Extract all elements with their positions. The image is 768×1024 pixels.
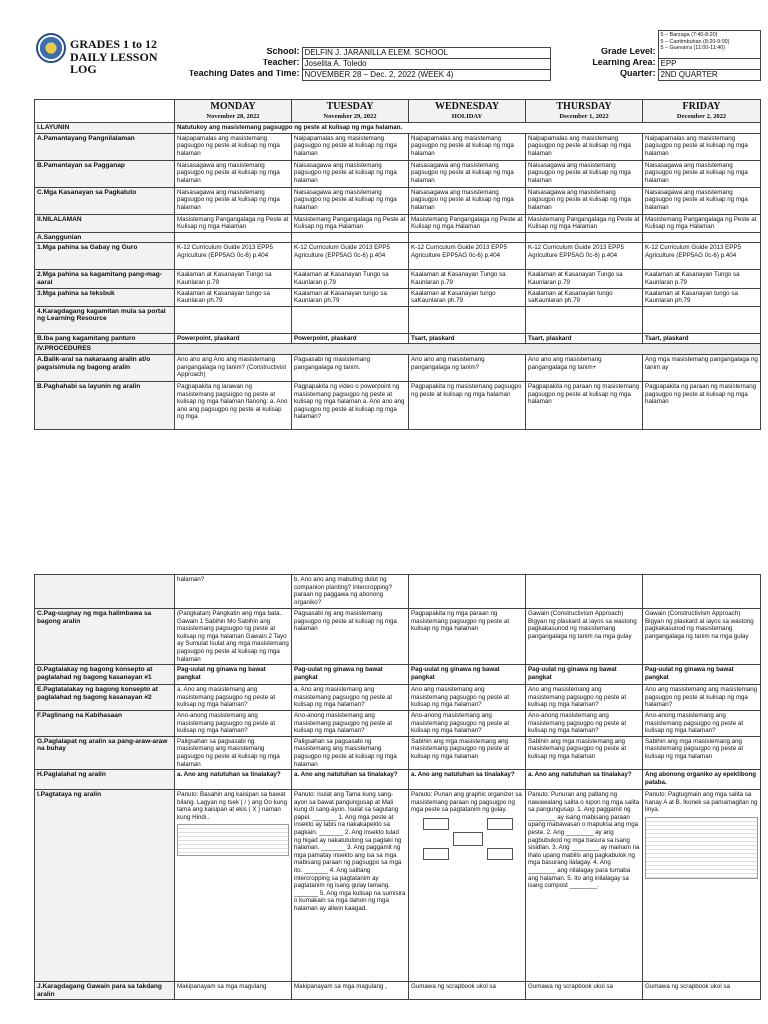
day-header-monday: MONDAY November 28, 2022 <box>175 100 292 123</box>
cell-tuesday <box>292 133 409 160</box>
cell-text: Gawain (Constructivism Approach) Bigyan ng plaskard at iayos sa wastong pagkakasunod ng masistemang pangangalaga ng tanim na mga gulay <box>528 610 637 640</box>
cell-wednesday <box>409 770 526 790</box>
cell-text: Pagpapakita ng paraan ng masistemang pagsugpo ng peste at kulisap ng mga halaman <box>645 382 757 406</box>
cell-text: Pag-uulat ng ginawa ng bawat pangkat <box>411 666 500 681</box>
cell-monday <box>175 982 292 1000</box>
brand-line-2: DAILY LESSON LOG <box>70 49 158 76</box>
cell-text: Pagsasabi ng ang masistemang pagsugpo ng peste at kulisap ng mga halaman <box>294 610 397 633</box>
cell-tuesday <box>292 214 409 232</box>
cell-wednesday <box>409 790 526 982</box>
cell-friday <box>643 575 761 609</box>
cell-text: Makipanayam sa mga magulang <box>177 983 267 991</box>
row-label: E.Pagtatalakay ng bagong konsepto at paglalahad ng bagong kasanayan #2 <box>35 685 175 711</box>
cell-monday <box>175 354 292 381</box>
row-f-paglinang-na-kabihasaan <box>35 710 761 736</box>
cell-thursday <box>526 575 643 609</box>
cell-thursday <box>526 243 643 270</box>
cell-text: Pag-uulat ng ginawa ng bawat pangkat <box>645 666 734 681</box>
row-g-paglalapat-ng-aralin-sa-pang-araw-araw <box>35 736 761 769</box>
row-label: 1.Mga pahina sa Gabay ng Guro <box>35 243 175 270</box>
row-label: G.Paglalapat ng aralin sa pang-araw-araw na buhay <box>35 736 175 769</box>
row-label: C.Mga Kasanayan sa Pagkatuto <box>35 187 175 214</box>
cell-text: Gumawa ng scrapbook ukol sa <box>411 983 496 991</box>
day-header-wednesday: WEDNESDAY HOLIDAY <box>409 100 526 123</box>
cell-tuesday <box>292 243 409 270</box>
cell-text: Kaalaman at Kasanayan Tungo sa Kaunlaran p.79 <box>294 271 389 286</box>
cell-friday <box>643 270 761 288</box>
cell-text: Paligsahan sa pagsasabi ng masistemang ang masistemang pagsugpo ng peste at kulisap ng mga halaman <box>177 737 280 768</box>
row-i-pagtataya-ng-aralin <box>35 790 761 982</box>
cell-text: Pagpapakita ng paraan ng masistemang pagsugpo ng peste at kulisap ng mga halaman <box>528 382 640 406</box>
row-1-mga-pahina-sa-gabay-ng-guro <box>35 243 761 270</box>
row-label: J.Karagdagang Gawain para sa takdang aralin <box>35 982 175 1000</box>
learning-area-label: Learning Area: <box>592 58 656 67</box>
cell-text: Naisasagawa ang masistemang pagsugpo ng peste at kulisap ng mga halaman <box>411 188 514 211</box>
cell-text: Tsart, plaskard <box>528 334 572 342</box>
row-iv-procedures <box>35 344 761 355</box>
cell-text: b. Ano ano ang mabuting dulot ng companion planting? intercropping? paraan ng paggawa ng abonong organiko? <box>294 576 393 606</box>
cell-tuesday <box>292 232 409 243</box>
lesson-log-page-2 <box>34 574 760 1000</box>
cell-text: Pagpapakita ng larawan ng masistemang pagsugpo ng peste at kulisap ng mga halaman Itanong: a. Ano ano ang pagsugpo ng peste at kulisap ng mga <box>177 382 288 421</box>
cell-wednesday <box>409 685 526 711</box>
deped-seal-icon <box>36 33 66 63</box>
cell-text: Sabihin ang mga masistemang ang masistemang pagsugpo ng peste at kulisap ng mga halaman <box>645 737 744 760</box>
row-d-pagtalakay-ng-bagong-konsepto-at-pagla <box>35 665 761 685</box>
cell-thursday <box>526 160 643 187</box>
day-header-thursday: THURSDAY December 1, 2022 <box>526 100 643 123</box>
cell-thursday <box>526 232 643 243</box>
cell-wednesday <box>409 160 526 187</box>
cell-thursday <box>526 609 643 665</box>
cell-thursday <box>526 685 643 711</box>
cell-monday <box>175 710 292 736</box>
grade-section-1: 5 – Barzaga (7:40-8:20) <box>660 32 718 38</box>
cell-wednesday <box>409 232 526 243</box>
cell-wednesday <box>409 306 526 333</box>
lesson-table-1 <box>34 99 761 430</box>
cell-text: Sabihin ang mga masistemang ang masistemang pagsugpo ng peste at kulisap ng mga halaman <box>411 737 510 760</box>
grade-section-3: 5 – Guevarra (11:00-11:40) <box>660 45 726 52</box>
cell-text: Panuto: Punuran ang patlang ng nawawalang salita o lupon ng mga salita sa pangungusap. 1. Ang paggamit ng ________ ay isang mabisang paraan upang mabawasan o mapuksa ang mga peste. 2. Ang ________ ay ang pagbubukod ng mga basura sa isang sisidlan. 3. Ang ________ ay mainam na ihalo upang mabilis ang pagkabulok ng mga basurang ilalagay. 4. Ang ________ ang nilalagay para tumaba ang halaman. 5. Ito ang inilalagay sa isang compost ________. <box>528 791 640 890</box>
cell-monday <box>175 770 292 790</box>
cell-text: Gumawa ng scrapbook ukol sa <box>528 983 613 991</box>
row-label: A.Sanggunian <box>35 232 175 243</box>
row-label: B.Pamantayan sa Pagganap <box>35 160 175 187</box>
cell-text: Kaalaman at Kasanayan tungo saKaunlaran ph.79 <box>528 289 613 305</box>
row-label: A.Balik-aral sa nakaraang aralin at/o pagsisimula ng bagong aralin <box>35 354 175 381</box>
header-table <box>34 30 761 81</box>
cell-wednesday <box>409 133 526 160</box>
cell-text: Sabihin ang mga masistemang ang masistemang pagsugpo ng peste at kulisap ng mga halaman <box>528 737 627 760</box>
cell-monday <box>175 575 292 609</box>
row-label <box>35 575 175 609</box>
cell-text: Naipapamalas ang masistemang pagsugpo ng peste at kulisap ng mga halaman <box>177 134 280 157</box>
cell-wednesday <box>409 288 526 306</box>
row-label: C.Pag-uugnay ng mga halimbawa sa bagong aralin <box>35 609 175 665</box>
cell-text: Ano-anong masistemang ang masistemang pagsugpo ng peste at kulisap ng mga halaman? <box>411 711 510 735</box>
cell-text: Kaalaman at Kasanayan tungo saKaunlaran ph.79 <box>411 289 496 305</box>
day-header-friday: FRIDAY December 2, 2022 <box>643 100 761 123</box>
cell-friday <box>643 770 761 790</box>
cell-text: Gumawa ng scrapbook ukol sa <box>645 983 730 991</box>
row-a-balik-aral-sa-nakaraang-aralin-at-o-pa <box>35 354 761 381</box>
row-label: IV.PROCEDURES <box>35 344 175 355</box>
cell-text: Naisasagawa ang masistemang pagsugpo ng peste at kulisap ng mga halaman <box>528 188 631 211</box>
cell-text: a. Ano ang natutuhan sa tinalakay? <box>177 771 281 779</box>
row-label: II.NILALAMAN <box>35 214 175 232</box>
cell-text: Masistemang Pangangalaga ng Peste at Kulisap ng mga Halaman <box>294 215 406 231</box>
day-header-tuesday: TUESDAY November 29, 2022 <box>292 100 409 123</box>
row-label: 4.Karagdagang kagamitan mula sa portal ng Learning Resource <box>35 306 175 333</box>
cell-friday <box>643 710 761 736</box>
row-b-pamantayan-sa-pagganap <box>35 160 761 187</box>
row-4-karagdagang-kagamitan-mula-sa-portal-n <box>35 306 761 333</box>
cell-text: Naisasagawa ang masistemang pagsugpo ng peste at kulisap ng mga halaman <box>411 161 514 184</box>
cell-wednesday <box>409 381 526 429</box>
cell-text: Kaalaman at Kasanayan Tungo sa Kaunlaran p.79 <box>411 271 506 286</box>
cell-friday <box>643 685 761 711</box>
section-fill <box>175 344 761 355</box>
row-b-iba-pang-kagamitang-panturo <box>35 333 761 344</box>
row-a-pamantayang-pangnilalaman <box>35 133 761 160</box>
cell-thursday <box>526 270 643 288</box>
cell-text: Naipapamalas ang masistemang pagsugpo ng peste at kulisap ng mga halaman <box>645 134 748 157</box>
cell-friday <box>643 665 761 685</box>
cell-monday <box>175 288 292 306</box>
row-ii-nilalaman <box>35 214 761 232</box>
cell-tuesday <box>292 770 409 790</box>
cell-text: Ano-anong masistemang ang masistemang pagsugpo ng peste at kulisap ng mga halaman? <box>645 711 744 735</box>
day-header-row <box>35 100 761 123</box>
cell-monday <box>175 685 292 711</box>
cell-wednesday <box>409 243 526 270</box>
cell-text: Ano ano ang Ano ang masistemang pangangalaga ng tanim? (Constructivist Approach) <box>177 355 287 379</box>
cell-text: Ano-anong masistemang ang masistemang pagsugpo ng peste at kulisap ng mga halaman? <box>294 711 393 735</box>
cell-monday <box>175 790 292 982</box>
cell-friday <box>643 333 761 344</box>
cell-thursday <box>526 354 643 381</box>
cell-text: Makipanayam sa mga magulang , <box>294 983 387 991</box>
cell-text: Ano-anong masistemang ang masistemang pagsugpo ng peste at kulisap ng mga halaman? <box>528 711 627 735</box>
graphic-organizer-diagram <box>423 818 511 858</box>
cell-text: Panuto: Basahin ang kaisipan sa bawat bilang. Lagyan ng tsek ( / ) ang Oo kung tama ang kaisipan at ekis ( X ) naman kung Hindi.. <box>177 791 288 821</box>
cell-thursday <box>526 790 643 982</box>
cell-text: Ano-anong masistemang ang masistemang pagsugpo ng peste at kulisap ng mga halaman? <box>177 711 276 735</box>
row-a-sanggunian <box>35 232 761 243</box>
cell-text: Pag-uulat ng ginawa ng bawat pangkat <box>177 666 266 681</box>
row-label: I.LAYUNIN <box>35 123 175 134</box>
cell-text: Pagpapakita ng mga paraan ng masistemang pagsugpo ng peste at kulisap ng mga halaman <box>411 610 510 633</box>
cell-text: Naisasagawa ang masistemang pagsugpo ng peste at kulisap ng mga halaman <box>645 161 748 184</box>
quarter-label: Quarter: <box>619 69 656 78</box>
cell-thursday <box>526 770 643 790</box>
cell-monday <box>175 609 292 665</box>
cell-tuesday <box>292 665 409 685</box>
cell-tuesday <box>292 333 409 344</box>
cell-monday <box>175 306 292 333</box>
row-2-mga-pahina-sa-kagamitang-pang-mag-aara <box>35 270 761 288</box>
row-label: H.Paglalahat ng aralin <box>35 770 175 790</box>
cell-friday <box>643 306 761 333</box>
cell-tuesday <box>292 685 409 711</box>
school-label: School: <box>266 47 300 56</box>
logo-block <box>34 31 184 81</box>
cell-text: Kaalaman at Kasanayan Tungo sa Kaunlaran p.79 <box>645 271 740 286</box>
cell-text: Pagpapakita ng video o powerpoint ng masistemang pagsugpo ng peste at kulisap ng mga halaman a. Ano ano ang pagsugpo ng peste at kulisap ng mga halaman? <box>294 382 405 421</box>
cell-monday <box>175 736 292 769</box>
cell-thursday <box>526 288 643 306</box>
cell-friday <box>643 187 761 214</box>
lesson-table-2 <box>34 574 761 1000</box>
cell-friday <box>643 243 761 270</box>
cell-text: Ano ang masistemang ang masistemang pagsugpo ng peste at kulisap ng mga halaman? <box>528 686 627 709</box>
cell-friday <box>643 354 761 381</box>
cell-text: Ano ano ang masistemang pangangalaga ng tanim? <box>411 355 485 371</box>
cell-wednesday <box>409 333 526 344</box>
cell-text: K-12 Curriculum Guide 2013 EPP5 Agriculture (EPP5AG 0c-6) p.404 <box>177 244 273 259</box>
cell-friday <box>643 982 761 1000</box>
cell-wednesday <box>409 710 526 736</box>
row-h-paglalahat-ng-aralin <box>35 770 761 790</box>
cell-text: Naisasagawa ang masistemang pagsugpo ng peste at kulisap ng mga halaman <box>177 188 280 211</box>
organizer-box <box>423 818 449 830</box>
organizer-box <box>453 832 483 846</box>
cell-text: Naisasagawa ang masistemang pagsugpo ng peste at kulisap ng mga halaman <box>177 161 280 184</box>
day-header-blank <box>35 100 175 123</box>
cell-text: Gawain (Constructivism Approach) Bigyan ng plaskard at iayos sa wastong pagkakasunod ng masistemang pangangalaga ng tanim na mga gulay <box>645 610 754 640</box>
cell-monday <box>175 381 292 429</box>
row-b-paghahabi-sa-layunin-ng-aralin <box>35 381 761 429</box>
cell-text: Naisasagawa ang masistemang pagsugpo ng peste at kulisap ng mga halaman <box>528 161 631 184</box>
row-blank <box>35 575 761 609</box>
cell-wednesday <box>409 354 526 381</box>
cell-tuesday <box>292 187 409 214</box>
cell-tuesday <box>292 790 409 982</box>
cell-text: Panuto: Pagtugmain ang mga salita sa hanay A at B. Ikonek sa pamamagitan ng linya. <box>645 791 758 814</box>
cell-tuesday <box>292 288 409 306</box>
cell-friday <box>643 288 761 306</box>
row-label: I.Pagtataya ng aralin <box>35 790 175 982</box>
cell-tuesday <box>292 609 409 665</box>
teacher-value: Joselita A. Toledo <box>302 59 550 70</box>
grade-level-label: Grade Level: <box>600 47 656 56</box>
cell-wednesday <box>409 187 526 214</box>
cell-text: Naipapamalas ang masistemang pagsugpo ng peste at kulisap ng mga halaman <box>528 134 631 157</box>
cell-monday <box>175 270 292 288</box>
cell-monday <box>175 665 292 685</box>
cell-tuesday <box>292 982 409 1000</box>
organizer-box <box>423 848 449 860</box>
row-3-mga-pahina-sa-teksbuk <box>35 288 761 306</box>
cell-friday <box>643 736 761 769</box>
cell-text: Pag-uulat ng ginawa ng bawat pangkat <box>528 666 617 681</box>
cell-text: Paligsahan sa pagsasabi ng masistemang ang masistemang pagsugpo ng peste at kulisap ng mga halaman <box>294 737 397 768</box>
row-label: B.Iba pang kagamitang panturo <box>35 333 175 344</box>
cell-friday <box>643 232 761 243</box>
cell-text: Naipapamalas ang masistemang pagsugpo ng peste at kulisap ng mga halaman <box>294 134 397 157</box>
row-label: 2.Mga pahina sa kagamitang pang-mag-aaral <box>35 270 175 288</box>
cell-text: Naisasagawa ang masistemang pagsugpo ng peste at kulisap ng mga halaman <box>294 188 397 211</box>
organizer-box <box>487 848 513 860</box>
grade-level-value <box>658 31 760 59</box>
cell-text: K-12 Curriculum Guide 2013 EPP5 Agriculture (EPP5AG 0c-6) p.404 <box>645 244 741 259</box>
grade-section-2: 5 – Cantimbuhan (8:20-9:00) <box>660 38 730 45</box>
cell-text: Masistemang Pangangalaga ng Peste at Kulisap ng mga Halaman <box>411 215 523 231</box>
cell-monday <box>175 232 292 243</box>
cell-tuesday <box>292 710 409 736</box>
cell-text: K-12 Curriculum Guide 2013 EPP5 Agriculture EPP5AG 0c-6) p.404 <box>411 244 507 259</box>
cell-friday <box>643 790 761 982</box>
cell-text: Ang abonong organiko ay epektibong pataba. <box>645 771 757 786</box>
cell-monday <box>175 133 292 160</box>
cell-text: K-12 Curriculum Guide 2013 EPP5 Agriculture EPP5AG 0c-6) p.404 <box>528 244 624 259</box>
cell-wednesday <box>409 270 526 288</box>
cell-text: Panuto: Isulat ang Tama kung sang-ayon sa bawat pangungusap at Mali kung di sang-ayon. Isulat sa sagutang papel. _______ 1. Ang mga peste at insekto ay labis na nakakapekto sa pagkain. _______ 2. Ang insekto tulad ng higad ay nakatutulong sa paglaki ng halaman. _______ 3. Ang paggamit ng mga pamatay insekto ang isa sa mga mabisang paraan ng pagsugpo sa mga ito. _______ 4. Ang salitang intercropping sa pagtatanim ay pagtatanim ng isang gulay lamang. _______ 5. Ang mga kulisap na sumisira o kumakain sa mga dahon ng mga halaman ay aliwin kaagad. <box>294 791 406 912</box>
cell-thursday <box>526 982 643 1000</box>
cell-text: Tsart, plaskard <box>411 334 455 342</box>
cell-tuesday <box>292 354 409 381</box>
cell-monday <box>175 333 292 344</box>
cell-text: a. Ano ang masistemang ang masistemang pagsugpo ng peste at kulisap ng mga halaman? <box>294 686 393 709</box>
cell-tuesday <box>292 160 409 187</box>
cell-wednesday <box>409 214 526 232</box>
teacher-label: Teacher: <box>262 58 300 67</box>
row-c-mga-kasanayan-sa-pagkatuto <box>35 187 761 214</box>
dates-label: Teaching Dates and Time: <box>188 69 300 78</box>
row-i-layunin <box>35 123 761 134</box>
cell-text: Ang mga masistemang pangangalaga ng tanim ay <box>645 355 758 371</box>
cell-tuesday <box>292 736 409 769</box>
cell-thursday <box>526 665 643 685</box>
cell-thursday <box>526 187 643 214</box>
lesson-log-page-1 <box>34 30 760 430</box>
row-label: A.Pamantayang Pangnilalaman <box>35 133 175 160</box>
cell-tuesday <box>292 575 409 609</box>
row-label: 3.Mga pahina sa teksbuk <box>35 288 175 306</box>
cell-wednesday <box>409 609 526 665</box>
cell-text: Pag-uulat ng ginawa ng bawat pangkat <box>294 666 383 681</box>
cell-text: Naipapamalas ang masistemang pagsugpo ng peste at kulisap ng mga halaman <box>411 134 514 157</box>
dates-value: NOVEMBER 28 – Dec. 2, 2022 (WEEK 4) <box>302 70 550 81</box>
cell-text: Kaalaman at Kasanayan Tungo sa Kaunlaran p.79 <box>528 271 623 286</box>
cell-thursday <box>526 333 643 344</box>
cell-text: Powerpoint, plaskard <box>294 334 357 342</box>
row-label: F.Paglinang na Kabihasaan <box>35 710 175 736</box>
cell-wednesday <box>409 736 526 769</box>
brand-line-1: GRADES 1 to 12 <box>70 36 158 51</box>
cell-thursday <box>526 381 643 429</box>
cell-monday <box>175 214 292 232</box>
row-e-pagtatalakay-ng-bagong-konsepto-at-pag <box>35 685 761 711</box>
cell-text: Masistemang Pangangalaga ng Peste at Kulisap ng mga Halaman <box>645 215 757 231</box>
cell-text: (Pangkatan) Pangkatin ang mga bata. Gawain 1 Sabihin Mo Sabihin ang masistemang pagsugpo ng peste at kulisap ng mga halaman Gawain 2 Tayo ay Sumulat Isulat ang mga masistemang pagsugpo ng peste at kulisap ng mga halaman <box>177 610 289 663</box>
cell-tuesday <box>292 306 409 333</box>
cell-text: Kaalaman at Kasanayan tungo sa Kaunlaran ph.79 <box>294 289 387 305</box>
cell-friday <box>643 160 761 187</box>
cell-wednesday <box>409 575 526 609</box>
cell-friday <box>643 133 761 160</box>
cell-text: a. Ano ang natutuhan sa tinalakay? <box>294 771 398 779</box>
organizer-box <box>487 818 513 830</box>
cell-text: a. Ano ang masistemang ang masistemang pagsugpo ng peste at kulisap ng mga halaman? <box>177 686 276 709</box>
cell-text: Ano ano ang masistemang pangangalaga ng tanim+ <box>528 355 602 371</box>
cell-text: Powerpoint, plaskard <box>177 334 240 342</box>
cell-monday <box>175 243 292 270</box>
learning-area-value: EPP <box>658 59 760 70</box>
cell-thursday <box>526 133 643 160</box>
cell-text: Kaalaman at Kasanayan tungo sa Kaunlaran ph.79 <box>645 289 738 305</box>
matching-columns-image <box>645 817 758 879</box>
row-label: D.Pagtalakay ng bagong konsepto at paglalahad ng bagong kasanayan #1 <box>35 665 175 685</box>
cell-text: Kaalaman at Kasanayan tungo sa Kaunlaran ph.79 <box>177 289 270 305</box>
cell-text: a. Ano ang natutuhan sa tinalakay? <box>411 771 515 779</box>
cell-wednesday <box>409 982 526 1000</box>
cell-friday <box>643 214 761 232</box>
objective-cell: Natutukoy ang masistemang pagsugpo ng peste at kulisap ng mga halaman. <box>175 123 761 134</box>
cell-thursday <box>526 736 643 769</box>
cell-text: Panuto: Punan ang graphic organizer sa masistemang paraan ng pagsugpo ng mga peste sa pagtatanim ng gulay. <box>411 791 522 814</box>
cell-thursday <box>526 214 643 232</box>
cell-text: Kaalaman at Kasanayan Tungo sa Kaunlaran p.79 <box>177 271 272 286</box>
row-label: B.Paghahabi sa layunin ng aralin <box>35 381 175 429</box>
cell-text: Pagsasabi ng masistemang pangangalaga ng tanim. <box>294 355 371 371</box>
cell-friday <box>643 609 761 665</box>
checklist-table-image <box>177 824 289 856</box>
cell-text: a. Ano ang natutuhan sa tinalakay? <box>528 771 632 779</box>
row-c-pag-uugnay-ng-mga-halimbawa-sa-bagong- <box>35 609 761 665</box>
row-j-karagdagang-gawain-para-sa-takdang-ara <box>35 982 761 1000</box>
cell-text: halaman? <box>177 576 205 583</box>
cell-text: K-12 Curriculum Guide 2013 EPP5 Agriculture (EPP5AG 0c-6) p.404 <box>294 244 390 259</box>
cell-text: Masistemang Pangangalaga ng Peste at Kulisap ng mga Halaman <box>528 215 640 231</box>
cell-text: Naisasagawa ang masistemang pagsugpo ng peste at kulisap ng mga halaman <box>645 188 748 211</box>
cell-monday <box>175 187 292 214</box>
cell-text: Tsart, plaskard <box>645 334 689 342</box>
cell-monday <box>175 160 292 187</box>
cell-text: Ano ang masistemang ang masistemang pagsugpo ng peste at kulisap ng mga halaman? <box>411 686 510 709</box>
cell-thursday <box>526 306 643 333</box>
cell-tuesday <box>292 270 409 288</box>
cell-thursday <box>526 710 643 736</box>
quarter-value: 2ND QUARTER <box>658 70 760 81</box>
cell-text: Pagpapakita ng masistemang pagsugpo ng peste at kulisap ng mga halaman <box>411 382 522 398</box>
cell-text: Ano ang masistemang ang masistemang pagsugpo ng peste at kulisap ng mga halaman? <box>645 686 758 709</box>
cell-wednesday <box>409 665 526 685</box>
cell-text: Masistemang Pangangalaga ng Peste at Kulisap ng mga Halaman <box>177 215 289 231</box>
cell-tuesday <box>292 381 409 429</box>
cell-friday <box>643 381 761 429</box>
cell-text: Naisasagawa ang masistemang pagsugpo ng peste at kulisap ng mga halaman <box>294 161 397 184</box>
school-value: DELFIN J. JARANILLA ELEM. SCHOOL <box>302 48 550 59</box>
